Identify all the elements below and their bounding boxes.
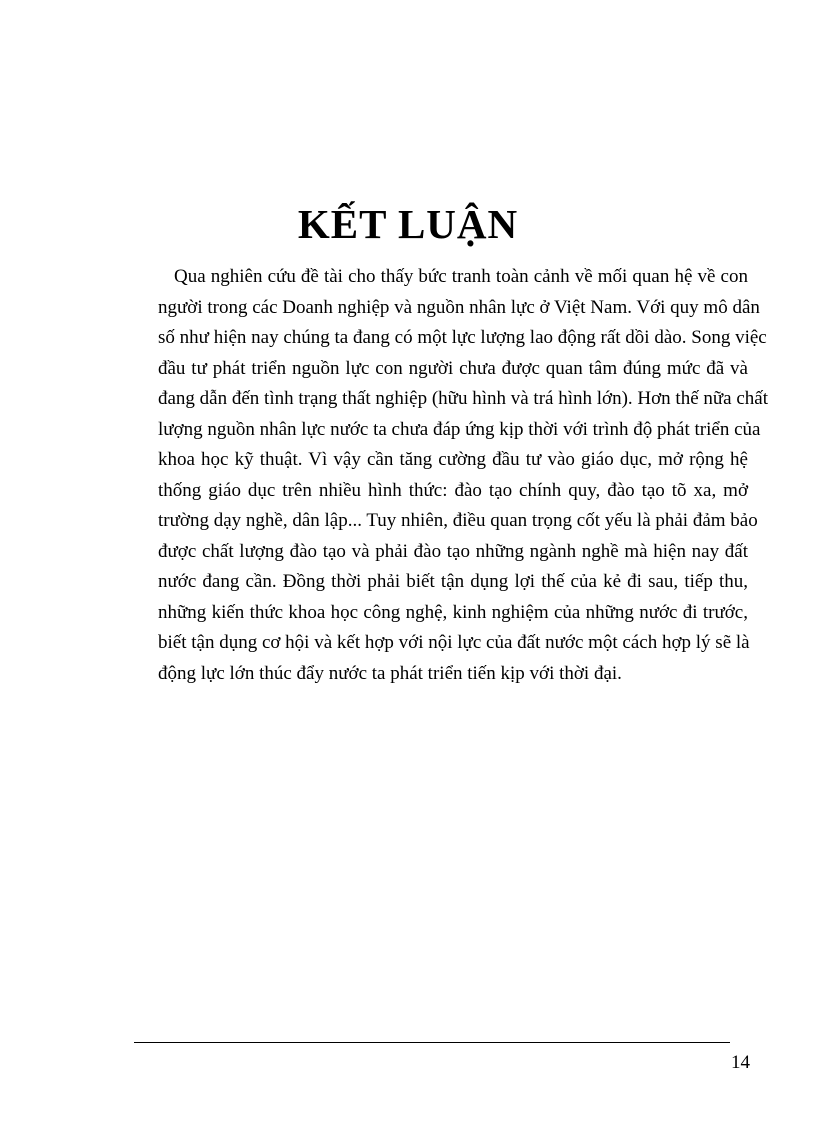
paragraph-line: Qua nghiên cứu đề tài cho thấy bức tranh toàn cảnh về mối quan hệ về con (174, 266, 748, 287)
paragraph-line: người trong các Doanh nghiệp và nguồn nhân lực ở Việt Nam. Với quy mô dân (158, 296, 760, 318)
paragraph-line: lượng nguồn nhân lực nước ta chưa đáp ứng kịp thời với trình độ phát triển của (158, 418, 761, 440)
paragraph-line: động lực lớn thúc đẩy nước ta phát triển tiến kịp với thời đại. (158, 662, 622, 684)
paragraph-line: những kiến thức khoa học công nghệ, kinh nghiệm của những nước đi trước, (158, 601, 748, 623)
page-title: KẾT LUẬN (297, 201, 519, 247)
page-number: 14 (731, 1052, 750, 1073)
conclusion-paragraph (158, 262, 769, 689)
footer-divider (134, 1042, 730, 1043)
paragraph-line: số như hiện nay chúng ta đang có một lực lượng lao động rất dồi dào. Song việc (158, 327, 767, 348)
paragraph-line: khoa học kỹ thuật. Vì vậy cần tăng cường đầu tư vào giáo dục, mở rộng hệ (158, 449, 748, 470)
paragraph-line: biết tận dụng cơ hội và kết hợp với nội lực của đất nước một cách hợp lý sẽ là (158, 632, 750, 653)
paragraph-line: trường dạy nghề, dân lập... Tuy nhiên, điều quan trọng cốt yếu là phải đảm bảo (158, 510, 758, 531)
paragraph-line: thống giáo dục trên nhiều hình thức: đào tạo chính quy, đào tạo tõ xa, mở (158, 479, 748, 501)
paragraph-line: đang dẫn đến tình trạng thất nghiệp (hữu hình và trá hình lớn). Hơn thế nữa chất (158, 388, 769, 409)
paragraph-line: đầu tư phát triển nguồn lực con người chưa được quan tâm đúng mức đã và (158, 357, 748, 379)
paragraph-line: nước đang cần. Đồng thời phải biết tận dụng lợi thế của kẻ đi sau, tiếp thu, (158, 571, 748, 592)
paragraph-line: được chất lượng đào tạo và phải đào tạo những ngành nghề mà hiện nay đất (158, 540, 748, 562)
